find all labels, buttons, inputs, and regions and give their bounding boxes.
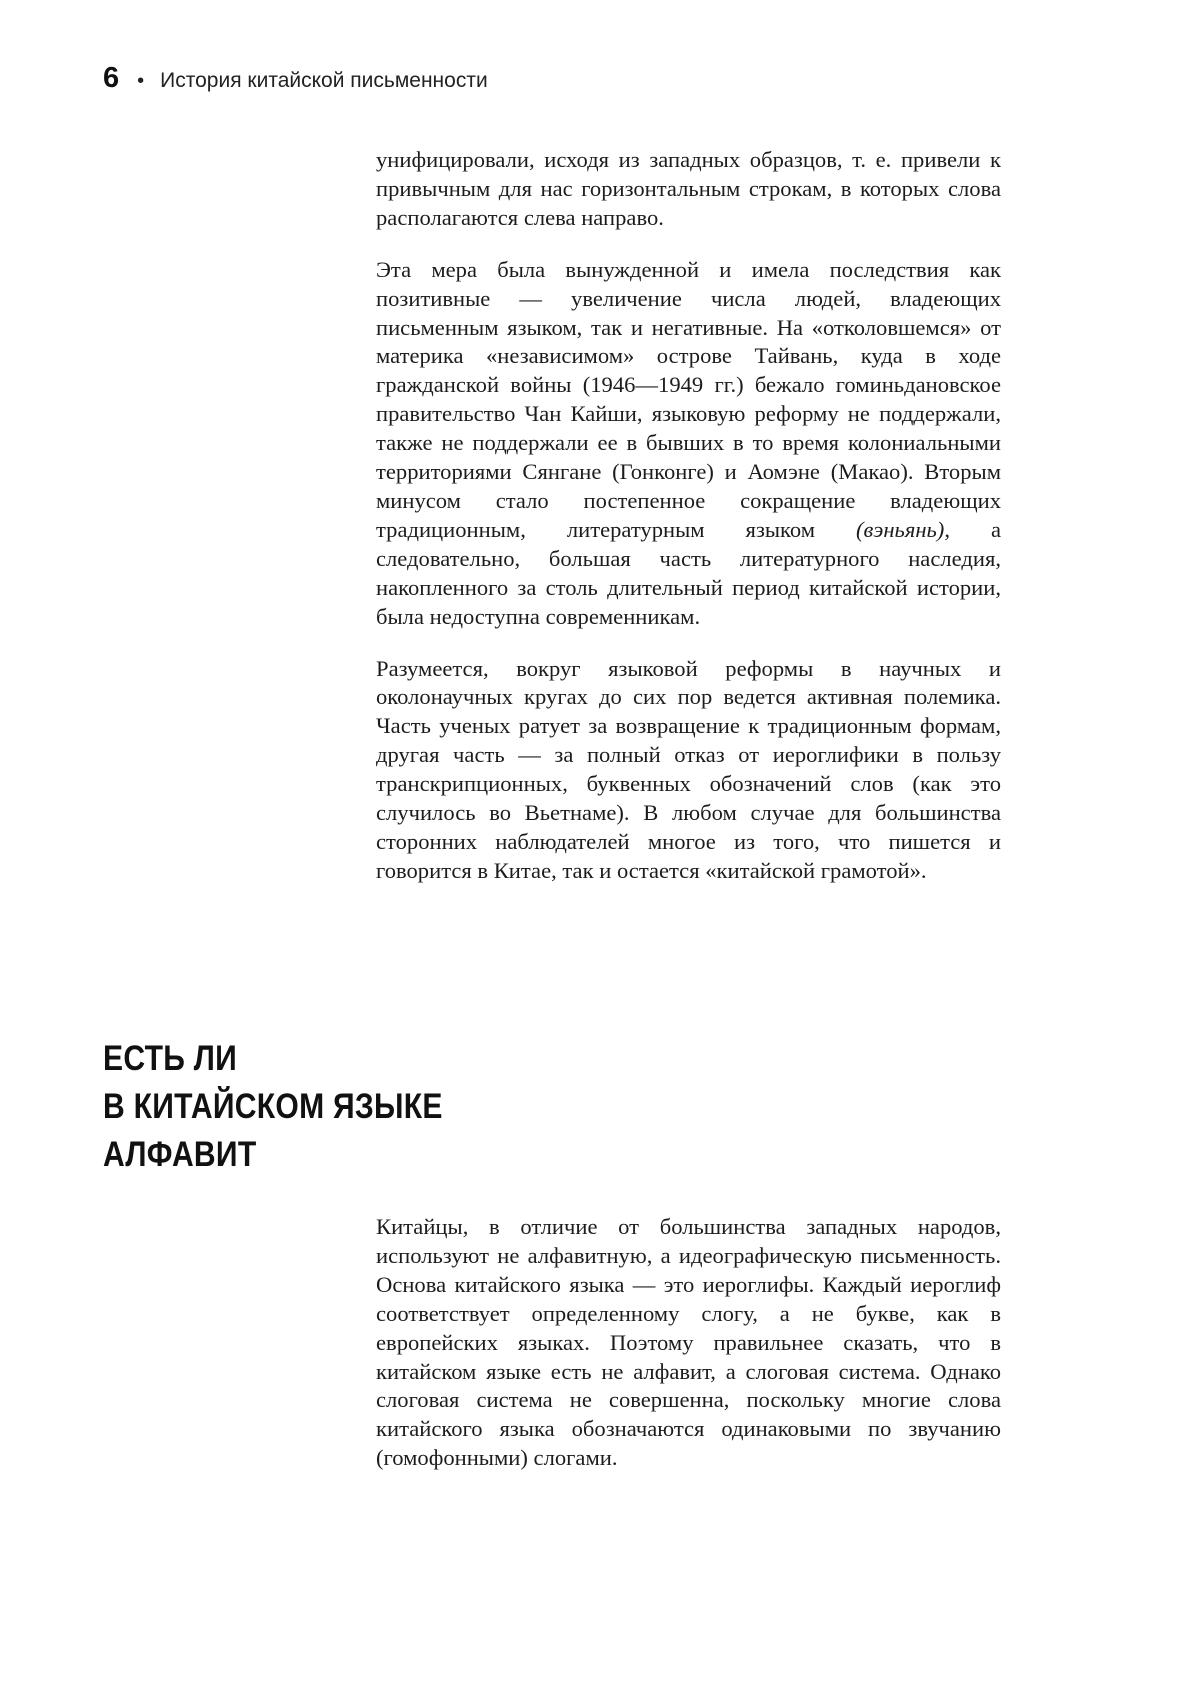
heading-line-2: В КИТАЙСКОМ ЯЗЫКЕ xyxy=(103,1087,443,1126)
section-paragraph: Китайцы, в отличие от большинства западных народов, используют не алфавитную, а идеографическую письменность. Основа китайского языка — это иероглифы. Каждый иероглиф соответствует определенному слогу, а не букве, как в европейских языках. Поэтому правильнее сказать, что в китайском языке есть не алфавит, а слоговая система. Однако слоговая система не совершенна, поскольку многие слова китайского языка обозначаются одинаковыми по звучанию (гомофонными) слогами. xyxy=(376,1214,1001,1471)
page-number: 6 xyxy=(103,62,120,94)
section-heading xyxy=(103,1035,443,1179)
paragraph-2-part-2: , а следовательно, большая часть литературного наследия, накопленного за столь длительный период китайской истории, была недоступна современникам. xyxy=(376,516,1001,629)
section-body-column xyxy=(376,1213,1001,1473)
heading-line-1: ЕСТЬ ЛИ xyxy=(103,1039,238,1078)
paragraph-2 xyxy=(376,256,1001,632)
paragraph-2-part-1: Эта мера была вынужденной и имела последствия как позитивные — увеличение числа людей, владеющих письменным языком, так и негативные. На «отколовшемся» от материка «независимом» острове Тайвань, куда в ходе гражданской войны (1946—1949 гг.) бежало гоминьдановское правительство Чан Кайши, языковую реформу не поддержали, также не поддержали ее в бывших в то время колониальными территориями Сянгане (Гонконге) и Аомэне (Макао). Вторым минусом стало постепенное сокращение владеющих традиционным, литературным языком xyxy=(376,256,1001,542)
header-separator: • xyxy=(137,70,145,92)
paragraph-3: Разумеется, вокруг языковой реформы в научных и околонаучных кругах до сих пор ведется активная полемика. Часть ученых ратует за возвращение к традиционным формам, другая часть — за полный отказ от иероглифики в пользу транскрипционных, буквенных обозначений слов (как это случилось во Вьетнаме). В любом случае для большинства сторонних наблюдателей многое из того, что пишется и говорится в Китае, так и остается «китайской грамотой». xyxy=(376,655,1001,883)
top-text-column xyxy=(376,146,1001,886)
running-title: История китайской письменности xyxy=(160,69,488,92)
running-head xyxy=(103,62,488,95)
italic-term: (вэньянь) xyxy=(856,516,945,542)
heading-line-3: АЛФАВИТ xyxy=(103,1135,257,1174)
paragraph-1: унифицировали, исходя из западных образцов, т. е. привели к привычным для нас горизонтальным строкам, в которых слова располагаются слева направо. xyxy=(376,147,1001,230)
